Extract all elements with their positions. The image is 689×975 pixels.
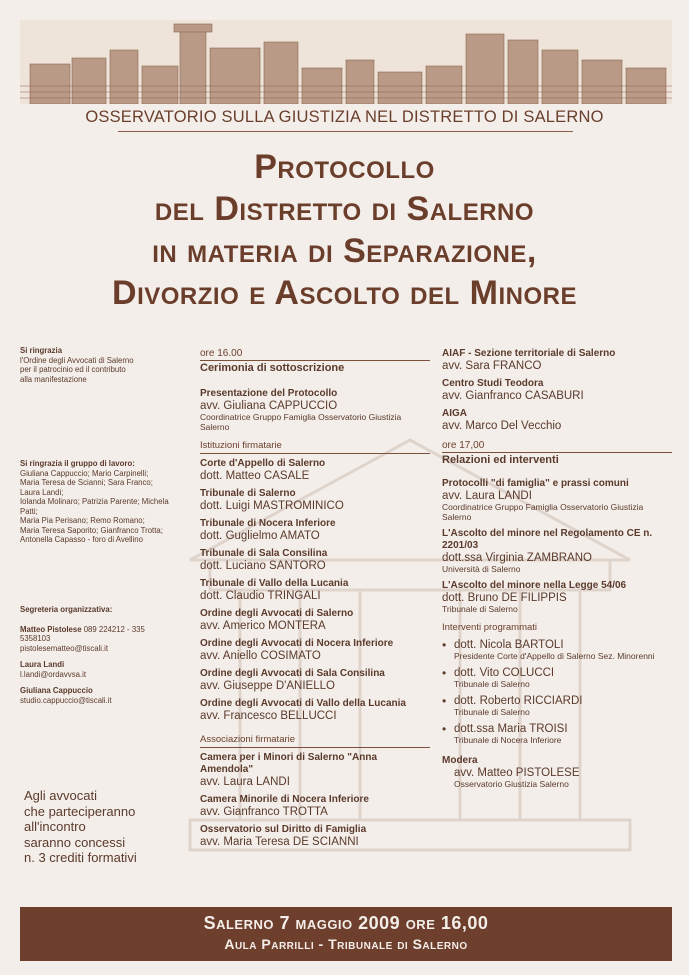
- program-entry: [442, 408, 672, 432]
- person-role: Università di Salerno: [442, 564, 521, 574]
- thanks-line: per il patrocinio ed il contributo: [20, 365, 126, 374]
- title-line-2: del Distretto di Salerno: [154, 190, 535, 228]
- person-name: dott. Claudio TRINGALI: [200, 590, 321, 602]
- person-name: dott. Matteo CASALE: [200, 470, 310, 482]
- program-entry: [442, 695, 672, 717]
- working-group-title: Si ringrazia il gruppo di lavoro:: [20, 459, 135, 468]
- subsection-title: Associazioni firmatarie: [200, 734, 430, 748]
- section-title: Relazioni ed interventi: [442, 452, 672, 466]
- section-title: Cerimonia di sottoscrizione: [200, 360, 430, 374]
- org: Osservatorio sul Diritto di Famiglia: [200, 824, 367, 835]
- person-name: avv. Aniello COSIMATO: [200, 650, 321, 662]
- org: Presentazione del Protocollo: [200, 388, 338, 399]
- program-entry: [200, 458, 430, 482]
- credits-notice: [24, 788, 184, 866]
- working-group-line: Maria Teresa Saporito; Gianfranco Trotta;: [20, 525, 163, 535]
- person-role: Tribunale di Nocera Inferiore: [454, 735, 562, 745]
- person-name: avv. Americo MONTERA: [200, 620, 326, 632]
- presentation-block: [200, 388, 430, 432]
- program-entry: [442, 639, 672, 661]
- main-title: [0, 146, 689, 314]
- org: Protocolli "di famiglia" e prassi comuni: [442, 478, 629, 489]
- program-entry: [200, 698, 430, 722]
- program-entry: [442, 723, 672, 745]
- contact-name: Giuliana Cappuccio: [20, 686, 93, 695]
- secretariat: [20, 605, 170, 705]
- person-name: • dott. Vito COLUCCI: [454, 667, 555, 679]
- person-name: • dott.ssa Maria TROISI: [454, 723, 568, 735]
- working-group-line: Maria Teresa de Scianni; Sara Franco; Laura Landi;: [20, 478, 153, 497]
- event-footer: [20, 907, 672, 961]
- subsection-title: Interventi programmati: [442, 622, 538, 633]
- person-role: Coordinatrice Gruppo Famiglia Osservatorio Giustizia Salerno: [200, 412, 402, 432]
- org: Ordine degli Avvocati di Salerno: [200, 608, 354, 619]
- working-group-line: Iolanda Molinaro; Patrizia Parente; Michela Patti;: [20, 497, 169, 516]
- person-name: • dott. Roberto RICCIARDI: [454, 695, 583, 707]
- person-name: avv. Gianfranco CASABURI: [442, 390, 584, 402]
- person-name: dott. Guglielmo AMATO: [200, 530, 320, 542]
- title-line-1: Protocollo: [254, 148, 435, 186]
- person-role: Coordinatrice Gruppo Famiglia Osservatorio Giustizia Salerno: [442, 502, 644, 522]
- thanks-line: l'Ordine degli Avvocati di Salerno: [20, 355, 134, 365]
- person-name: avv. Laura LANDI: [442, 490, 532, 502]
- program-entry: [442, 667, 672, 689]
- org: L'Ascolto del minore nella Legge 54/06: [442, 580, 627, 591]
- contact: [20, 625, 170, 644]
- program-entry: [200, 548, 430, 572]
- contact-email[interactable]: studio.cappuccio@tiscali.it: [20, 695, 112, 705]
- person-name: avv. Sara FRANCO: [442, 360, 542, 372]
- moderator-role: Osservatorio Giustizia Salerno: [454, 779, 569, 789]
- org: Tribunale di Sala Consilina: [200, 548, 328, 559]
- person-name: dott.ssa Virginia ZAMBRANO: [442, 552, 592, 564]
- thanks-line: Si ringrazia: [20, 346, 63, 355]
- program-entry: [200, 518, 430, 542]
- program-entry: [200, 638, 430, 662]
- program-right: [442, 348, 672, 789]
- org: Tribunale di Salerno: [200, 488, 296, 499]
- contact-email[interactable]: l.landi@ordavvsa.it: [20, 669, 86, 679]
- moderator-name: avv. Matteo PISTOLESE: [454, 767, 580, 779]
- program-entry: [200, 608, 430, 632]
- contact-name: Matteo Pistolese: [20, 624, 82, 634]
- heading-underline: [118, 131, 573, 132]
- event-date: Salerno 7 maggio 2009 ore 16,00: [203, 913, 489, 933]
- org: Ordine degli Avvocati di Sala Consilina: [200, 668, 385, 679]
- thanks-line: alla manifestazione: [20, 374, 87, 384]
- program-entry: [200, 668, 430, 692]
- person-name: • dott. Nicola BARTOLI: [454, 639, 564, 651]
- interventions-list: [442, 639, 672, 745]
- program-middle: [200, 348, 430, 854]
- moderator-title: Modera: [442, 755, 478, 766]
- person-name: dott. Luigi MASTROMINICO: [200, 500, 344, 512]
- org: L'Ascolto del minore nel Regolamento CE n. 2201/03: [442, 528, 653, 551]
- person-name: avv. Giuseppe D'ANIELLO: [200, 680, 335, 692]
- observatory-heading: OSSERVATORIO SULLA GIUSTIZIA NEL DISTRETTO DI SALERNO: [85, 108, 604, 126]
- program-entry: [442, 478, 672, 522]
- event-venue: Aula Parrilli - Tribunale di Salerno: [224, 936, 468, 952]
- credits-line: che parteciperanno: [24, 803, 136, 819]
- thanks-order: [20, 346, 170, 384]
- program-entry: [200, 752, 430, 788]
- person-name: avv. Francesco BELLUCCI: [200, 710, 337, 722]
- person-name: avv. Giuliana CAPPUCCIO: [200, 400, 338, 412]
- credits-line: all'incontro: [24, 819, 86, 834]
- contact-name: Laura Landi: [20, 660, 65, 669]
- credits-line: saranno concessi: [24, 834, 126, 850]
- program-entry: [200, 824, 430, 848]
- person-role: Tribunale di Salerno: [442, 604, 518, 614]
- program-entry: [200, 794, 430, 818]
- program-entry: [442, 378, 672, 402]
- working-group-line: Giuliana Cappuccio; Mario Carpinelli;: [20, 468, 149, 478]
- org: Camera Minorile di Nocera Inferiore: [200, 794, 369, 805]
- person-name: avv. Laura LANDI: [200, 776, 290, 788]
- person-role: Tribunale di Salerno: [454, 707, 530, 717]
- person-role: Presidente Corte d'Appello di Salerno Sez. Minorenni: [454, 651, 655, 661]
- title-line-3: in materia di Separazione,: [152, 232, 537, 270]
- time-label: ore 16.00: [200, 348, 243, 359]
- person-role: Tribunale di Salerno: [454, 679, 530, 689]
- person-name: avv. Gianfranco TROTTA: [200, 806, 328, 818]
- institutions-list: [200, 458, 430, 722]
- subsection-title: Istituzioni firmatarie: [200, 440, 430, 454]
- associations-top-list: [442, 348, 672, 432]
- associations-list: [200, 752, 430, 848]
- program-entry: [442, 580, 672, 614]
- city-skyline-illustration: [20, 20, 672, 104]
- program-entry: [200, 578, 430, 602]
- thanks-working-group: [20, 459, 170, 545]
- org: Tribunale di Nocera Inferiore: [200, 518, 336, 529]
- credits-line: Agli avvocati: [24, 788, 97, 803]
- person-name: dott. Bruno DE FILIPPIS: [442, 592, 567, 604]
- working-group-line: Maria Pia Perisano; Remo Romano;: [20, 516, 145, 525]
- person-name: dott. Luciano SANTORO: [200, 560, 326, 572]
- org: Ordine degli Avvocati di Nocera Inferiore: [200, 638, 394, 649]
- person-name: avv. Maria Teresa DE SCIANNI: [200, 836, 359, 848]
- org: Centro Studi Teodora: [442, 378, 544, 389]
- org: AIGA: [442, 408, 467, 419]
- program-entry: [442, 348, 672, 372]
- contact-phone: 089 224212 - 335 5358103: [20, 624, 145, 643]
- program-entry: [442, 528, 672, 574]
- contact-email[interactable]: pistolesematteo@tiscali.it: [20, 643, 109, 653]
- person-name: avv. Marco Del Vecchio: [442, 420, 562, 432]
- talks-list: [442, 478, 672, 614]
- org: AIAF - Sezione territoriale di Salerno: [442, 348, 616, 359]
- title-line-4: Divorzio e Ascolto del Minore: [112, 274, 577, 312]
- time-label: ore 17,00: [442, 440, 485, 451]
- org: Tribunale di Vallo della Lucania: [200, 578, 349, 589]
- program-entry: [200, 488, 430, 512]
- secretariat-title: Segreteria organizzativa:: [20, 605, 113, 614]
- org: Ordine degli Avvocati di Vallo della Lucania: [200, 698, 406, 709]
- org: Camera per i Minori di Salerno "Anna Amendola": [200, 752, 378, 775]
- org: Corte d'Appello di Salerno: [200, 458, 326, 469]
- credits-line: n. 3 crediti formativi: [24, 850, 137, 865]
- working-group-line: Antonella Capasso - foro di Avellino: [20, 535, 143, 544]
